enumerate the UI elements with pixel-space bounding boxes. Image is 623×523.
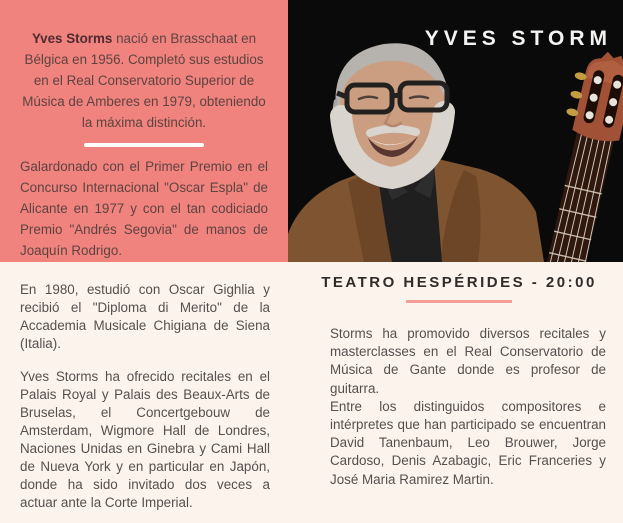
divider-line bbox=[84, 143, 204, 147]
event-column bbox=[310, 274, 608, 523]
artist-title: YVES STORM bbox=[424, 27, 612, 50]
bio-paragraph-1 bbox=[20, 28, 268, 133]
event-paragraph-2: Entre los distinguidos compositores e intérpretes que han participado se encuentran David Tanenbaum, Leo Brouwer, Jorge Cardoso, Denis Azabagic, Eric Franceries y José Maria Ramirez Martin. bbox=[330, 398, 606, 487]
event-paragraph-1: Storms ha promovido diversos recitales y masterclasses en el Real Conservatorio de Música de Gante donde es profesor de guitarra. bbox=[330, 326, 606, 396]
artist-name-bold: Yves Storms bbox=[31, 31, 113, 46]
bio-panel bbox=[0, 0, 288, 262]
portrait-photo bbox=[288, 0, 623, 262]
heading-underline bbox=[406, 300, 512, 303]
bio-paragraph-3: En 1980, estudió con Oscar Gighlia y recibió el "Diploma di Merito" de la Accademia Musicale Chigiana de Siena (Italia). bbox=[20, 282, 270, 351]
bottom-section bbox=[0, 262, 623, 523]
bio-paragraph-1-text: nació en Brasschaat en Bélgica en 1956. Completó sus estudios en el Real Conservatorio Superior de Música de Amberes en 1979, obteniendo la máxima distinción. bbox=[22, 31, 266, 130]
bio-paragraph-2: Galardonado con el Primer Premio en el Concurso Internacional "Oscar Espla" de Alicante en 1977 y con el tan codiciado Premio "Andrés Segovia" de manos de Joaquín Rodrigo. bbox=[20, 159, 268, 258]
bio-paragraph-4: Yves Storms ha ofrecido recitales en el Palais Royal y Palais des Beaux-Arts de Bruselas, el Concertgebouw de Amsterdam, Wigmore Hall de Londres, Naciones Unidas en Ginebra y Cami Hall de Nueva York y en particular en Japón, donde ha sido invitado dos veces a actuar ante la Corte Imperial. bbox=[20, 369, 270, 510]
event-heading: TEATRO HESPÉRIDES - 20:00 bbox=[321, 274, 597, 291]
bio-column bbox=[20, 281, 270, 523]
